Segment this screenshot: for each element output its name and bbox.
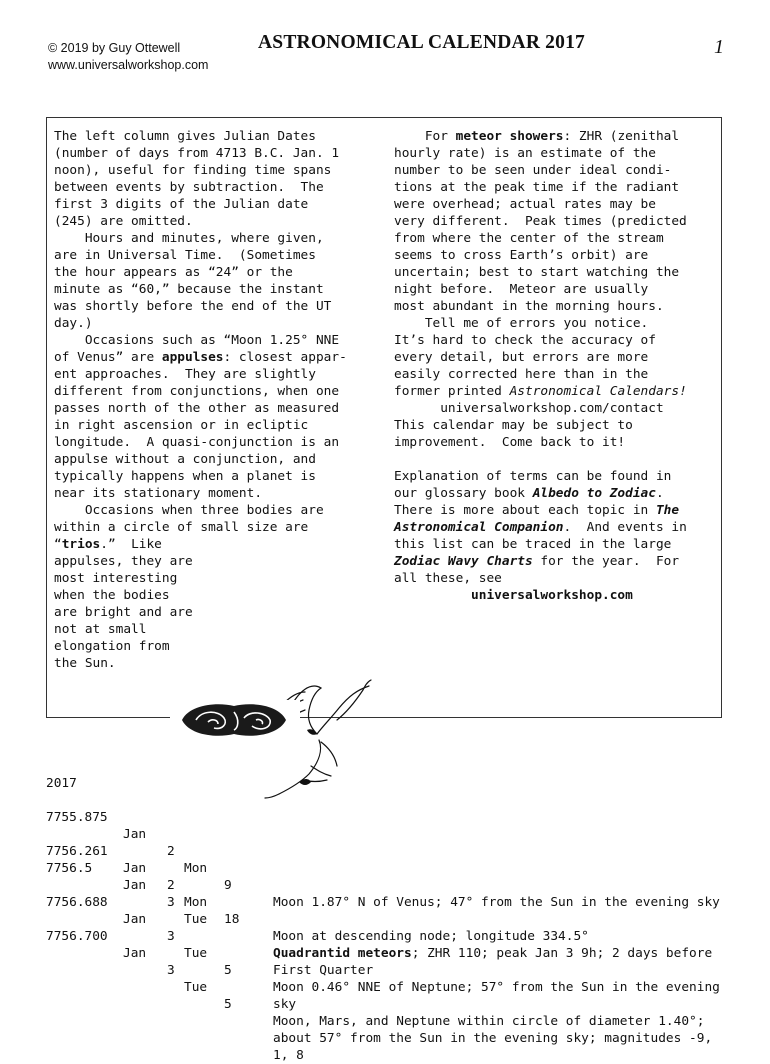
text-line: Occasions when three bodies are xyxy=(54,503,324,518)
text-line: very different. Peak times (predicted xyxy=(394,214,687,229)
event-weekday: Mon xyxy=(184,861,208,876)
book-astronomical-companion: The xyxy=(655,503,680,518)
event-month: Jan xyxy=(123,827,147,842)
term-trios: trios xyxy=(61,537,101,552)
text-line: .” Like xyxy=(100,537,162,552)
text-line: improvement. Come back to it! xyxy=(394,435,626,450)
text-line: Hours and minutes, where given, xyxy=(54,231,324,246)
text-line: (245) are omitted. xyxy=(54,214,193,229)
event-weekday: Tue xyxy=(184,946,208,961)
event-day: 2 xyxy=(167,844,175,859)
text-line: when the bodies xyxy=(54,588,170,603)
intro-box xyxy=(46,117,722,718)
text-line: longitude. A quasi-conjunction is an xyxy=(54,435,340,450)
text-line: night before. Meteor are usually xyxy=(394,282,649,297)
event-description: Moon, Mars, and Neptune within circle of diameter 1.40°; about 57° from the Sun in the evening sky; magnitudes -9, 1, 8 xyxy=(273,1014,713,1063)
text-line: passes north of the other as measured xyxy=(54,401,340,416)
event-day: 2 xyxy=(167,878,175,893)
text-line: The left column gives Julian Dates xyxy=(54,129,316,144)
event-description: Moon 0.46° NNE of Neptune; 57° from the Sun in the evening sky xyxy=(273,980,720,1012)
event-month: Jan xyxy=(123,878,147,893)
universalworkshop-link[interactable]: universalworkshop.com xyxy=(471,588,633,603)
text-line: the hour appears as “24” or the xyxy=(54,265,293,280)
text-line: : closest appar- xyxy=(223,350,347,365)
intro-right-column xyxy=(394,128,687,604)
text-line: tions at the peak time if the radiant xyxy=(394,180,680,195)
text-line: all these, see xyxy=(394,571,502,586)
text-line: first 3 digits of the Julian date xyxy=(54,197,309,212)
emblem-container xyxy=(170,700,300,740)
text-line: former printed xyxy=(394,384,510,399)
text-line: within a circle of small size are xyxy=(54,520,309,535)
text-line: It’s hard to check the accuracy of xyxy=(394,333,656,348)
text-line: noon), useful for finding time spans xyxy=(54,163,332,178)
event-month: Jan xyxy=(123,861,147,876)
julian-date: 7756.700 xyxy=(46,929,108,944)
event-description-text: ; ZHR 110; peak Jan 3 9h; 2 days before First Quarter xyxy=(273,946,713,978)
text-line: Occasions such as “Moon 1.25° NNE xyxy=(54,333,340,348)
event-weekday: Tue xyxy=(184,980,208,995)
event-day: 3 xyxy=(167,929,175,944)
intro-left-column xyxy=(54,128,347,672)
text-line: . xyxy=(655,486,664,501)
julian-date: 7756.261 xyxy=(46,844,108,859)
text-line: For xyxy=(394,129,456,144)
event-name-bold: Quadrantid meteors xyxy=(273,946,412,961)
text-line: our glossary book xyxy=(394,486,533,501)
text-line: was shortly before the end of the UT xyxy=(54,299,332,314)
events-list xyxy=(46,775,720,1063)
text-line: in right ascension or in ecliptic xyxy=(54,418,309,433)
event-day: 3 xyxy=(167,895,175,910)
book-albedo-to-zodiac: Albedo to Zodiac xyxy=(532,486,656,501)
event-hour: 18 xyxy=(224,912,240,927)
text-line: ent approaches. They are slightly xyxy=(54,367,316,382)
text-line: from where the center of the stream xyxy=(394,231,664,246)
event-hour: 9 xyxy=(224,878,232,893)
text-line: seems to cross Earth’s orbit) are xyxy=(394,248,649,263)
text-line: (number of days from 4713 B.C. Jan. 1 xyxy=(54,146,340,161)
text-line: are bright and are xyxy=(54,605,193,620)
text-line: most abundant in the morning hours. xyxy=(394,299,664,314)
julian-date: 7755.875 xyxy=(46,810,108,825)
text-line: for the year. For xyxy=(532,554,680,569)
text-line: are in Universal Time. (Sometimes xyxy=(54,248,316,263)
event-month: Jan xyxy=(123,946,147,961)
event-description: Moon at descending node; longitude 334.5° xyxy=(273,929,589,944)
text-line: appulse without a conjunction, and xyxy=(54,452,316,467)
text-line: number to be seen under ideal condi- xyxy=(394,163,672,178)
text-line: appulses, they are xyxy=(54,554,193,569)
text-line: minute as “60,” because the instant xyxy=(54,282,324,297)
text-line: near its stationary moment. xyxy=(54,486,263,501)
text-line: of Venus” are xyxy=(54,350,162,365)
text-line: There is more about each topic in xyxy=(394,503,656,518)
book-zodiac-wavy-charts: Zodiac Wavy Charts xyxy=(394,554,533,569)
julian-date: 7756.688 xyxy=(46,895,108,910)
text-line: this list can be traced in the large xyxy=(394,537,672,552)
text-line: : ZHR (zenithal xyxy=(563,129,680,144)
year-label: 2017 xyxy=(46,776,77,791)
event-day: 3 xyxy=(167,963,175,978)
book-astronomical-companion: Astronomical Companion xyxy=(394,520,564,535)
event-weekday: Mon xyxy=(184,895,208,910)
event-month: Jan xyxy=(123,912,147,927)
text-line: Explanation of terms can be found in xyxy=(394,469,672,484)
event-hour: 5 xyxy=(224,997,232,1012)
text-line: hourly rate) is an estimate of the xyxy=(394,146,656,161)
event-description xyxy=(273,945,733,979)
text-line: every detail, but errors are more xyxy=(394,350,649,365)
copyright: © 2019 by Guy Ottewell xyxy=(48,41,181,55)
text-line: typically happens when a planet is xyxy=(54,469,316,484)
text-line: were overhead; actual rates may be xyxy=(394,197,656,212)
text-line: not at small xyxy=(54,622,147,637)
text-line: “ xyxy=(54,537,62,552)
page-number: 1 xyxy=(714,36,724,58)
page-title: ASTRONOMICAL CALENDAR 2017 xyxy=(258,32,585,53)
text-line: easily corrected here than in the xyxy=(394,367,649,382)
julian-date: 7756.5 xyxy=(46,861,93,876)
text-line: elongation from xyxy=(54,639,170,654)
event-hour: 5 xyxy=(224,963,232,978)
text-line: different from conjunctions, when one xyxy=(54,384,340,399)
title-astronomical-calendars: Astronomical Calendars! xyxy=(509,384,687,399)
event-weekday: Tue xyxy=(184,912,208,927)
text-line: . And events in xyxy=(563,520,687,535)
text-line xyxy=(394,588,471,603)
text-line: the Sun. xyxy=(54,656,116,671)
ornament-emblem xyxy=(178,700,290,740)
text-line: uncertain; best to start watching the xyxy=(394,265,680,280)
term-appulses: appulses xyxy=(161,350,224,365)
text-line: This calendar may be subject to xyxy=(394,418,633,433)
website-link[interactable]: www.universalworkshop.com xyxy=(48,58,209,72)
text-line: day.) xyxy=(54,316,93,331)
text-line: most interesting xyxy=(54,571,178,586)
event-description: Moon 1.87° N of Venus; 47° from the Sun in the evening sky xyxy=(273,895,720,910)
text-line: between events by subtraction. The xyxy=(54,180,324,195)
term-meteor-showers: meteor showers xyxy=(455,129,564,144)
text-line: Tell me of errors you notice. xyxy=(394,316,649,331)
contact-link[interactable]: universalworkshop.com/contact xyxy=(394,401,664,416)
